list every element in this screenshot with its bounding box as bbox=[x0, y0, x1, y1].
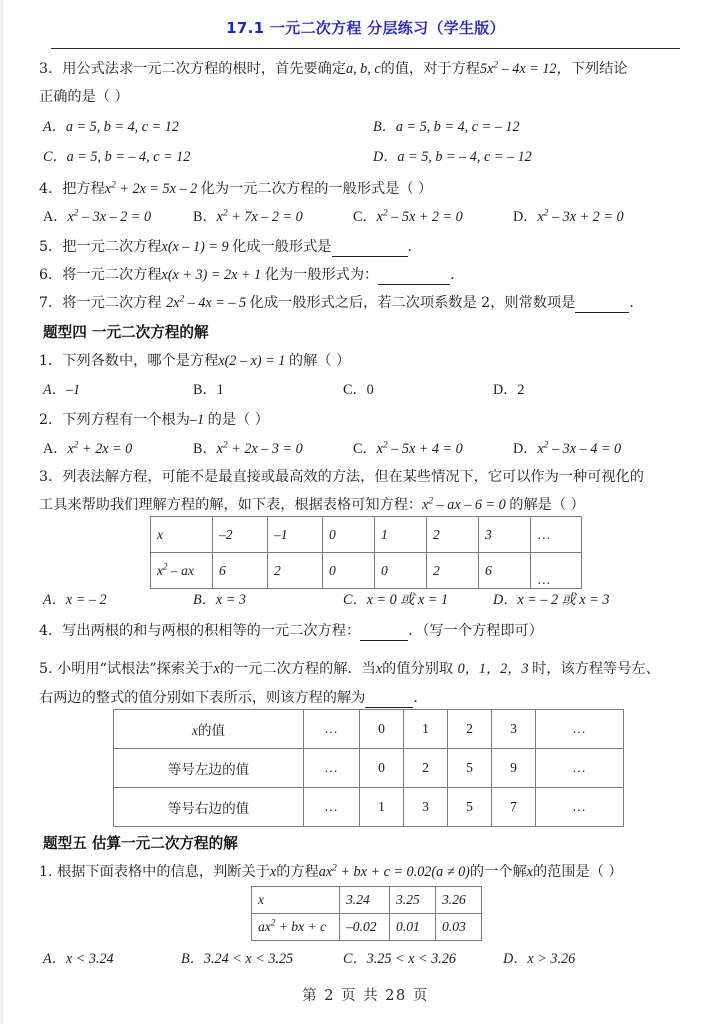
s4q5-text-b: 的一元二次方程的解．当 bbox=[219, 661, 376, 677]
t2-r2-c2: 0 bbox=[360, 749, 404, 788]
s4q3-option-a[interactable]: A．x = – 2 bbox=[43, 592, 107, 608]
s4q2-option-d[interactable] bbox=[513, 440, 621, 458]
question-7-stem bbox=[39, 294, 644, 313]
table-row bbox=[114, 749, 624, 788]
q7-answer-blank[interactable] bbox=[575, 294, 629, 313]
t3-r1-c3: 3.26 bbox=[436, 887, 482, 914]
s4q2-option-c-label: C． bbox=[353, 441, 377, 457]
q5-math: x(x – 1) = 9 bbox=[161, 239, 233, 255]
s4q2-option-c-sup: 2 bbox=[382, 440, 388, 451]
q4-option-d[interactable] bbox=[513, 208, 624, 226]
t1-r2-c4: 0 bbox=[375, 553, 427, 589]
s4-question-5-line1 bbox=[39, 660, 660, 678]
s4q3-text-b: 的解是（ ） bbox=[509, 497, 585, 513]
t1-r2-c1: 6 bbox=[213, 553, 268, 589]
s5q1-math: + bx + c = 0.02(a ≠ 0) bbox=[336, 864, 470, 880]
s4q2-text-a: 2．下列方程有一个根为 bbox=[39, 412, 190, 428]
t1-r1-c3: 0 bbox=[323, 517, 375, 553]
s4q2-option-a-x: x bbox=[67, 441, 74, 457]
t1-r2-c6: 6 bbox=[479, 553, 531, 589]
q4-option-c-label: C． bbox=[353, 209, 377, 225]
t3-r2-c1: –0.02 bbox=[340, 914, 390, 941]
t2-r1-c1: … bbox=[304, 710, 360, 749]
q7-text-b: 化成一般形式之后，若二次项系数是 2，则常数项是 bbox=[249, 295, 576, 311]
s4-question-3-line1: 3．列表法解方程，可能不是最直接或最高效的方法，但在某些情况下，它可以作为一种可视化的 bbox=[39, 469, 644, 485]
q4-option-c-rest: – 5x + 2 = 0 bbox=[387, 209, 463, 225]
s4q2-option-d-label: D． bbox=[513, 441, 538, 457]
q6-text-a: 6．将一元二次方程 bbox=[39, 267, 162, 283]
s5q1-text-d: 的范围是（ ） bbox=[532, 864, 623, 880]
t1-r1-c1: –2 bbox=[213, 517, 268, 553]
q4-option-d-label: D． bbox=[513, 209, 538, 225]
s5q1-x2: x bbox=[526, 864, 533, 880]
s5q1-text-c: 的一个解 bbox=[469, 864, 527, 880]
q3-option-c[interactable]: C．a = 5, b = – 4, c = 12 bbox=[43, 149, 191, 165]
q6-math: x(x + 3) = 2x + 1 bbox=[161, 267, 265, 283]
s4q5-text-c: 的值分别取 bbox=[382, 661, 458, 677]
s4q5-text-a: 5. 小明用“试根法”探索关于 bbox=[39, 661, 214, 677]
q4-option-c-sup: 2 bbox=[382, 208, 388, 219]
question-6-stem bbox=[39, 266, 464, 285]
t1-r2-c2: 2 bbox=[268, 553, 323, 589]
q7-period: ． bbox=[629, 295, 644, 311]
table-row bbox=[151, 553, 582, 589]
q3-text-d: 5x bbox=[479, 61, 494, 77]
t2-r1-c4: 2 bbox=[448, 710, 492, 749]
s4q5-text-e: 右两边的整式的值分别如下表所示，则该方程的解为 bbox=[39, 690, 366, 706]
table-row bbox=[151, 517, 582, 553]
q4-option-c-x: x bbox=[376, 209, 383, 225]
q7-sup: 2 bbox=[179, 294, 185, 305]
t2-r3-c2: 1 bbox=[360, 788, 404, 827]
q3-option-d[interactable]: D．a = 5, b = – 4, c = – 12 bbox=[373, 149, 532, 165]
q4-option-d-x: x bbox=[537, 209, 544, 225]
s4q3-option-d[interactable]: D．x = – 2 或 x = 3 bbox=[493, 592, 610, 608]
question-4-stem bbox=[39, 180, 432, 198]
t1-r2-header-x: x bbox=[157, 562, 164, 578]
q4-option-a-sup: 2 bbox=[73, 208, 79, 219]
q7-x: 2x bbox=[166, 295, 180, 311]
t3-r2-c2: 0.01 bbox=[390, 914, 436, 941]
section-heading-5: 题型五 估算一元二次方程的解 bbox=[43, 835, 238, 852]
t1-r1-c2: –1 bbox=[268, 517, 323, 553]
q3-text-f: – 4x = 12， bbox=[498, 61, 571, 77]
s5q1-option-b[interactable]: B．3.24 < x < 3.25 bbox=[181, 951, 294, 967]
t2-r1-label bbox=[114, 710, 304, 749]
s4q2-math: –1 bbox=[189, 412, 208, 428]
t1-r1-c4: 1 bbox=[375, 517, 427, 553]
t1-r2-header-sup: 2 bbox=[163, 560, 168, 571]
t2-r3-c3: 3 bbox=[404, 788, 448, 827]
s5-question-1-stem bbox=[39, 863, 623, 881]
s4q2-option-a-sup: 2 bbox=[73, 440, 79, 451]
s4q1-option-a-text: A．–1 bbox=[43, 382, 81, 398]
s4q5-answer-blank[interactable] bbox=[365, 689, 413, 708]
t3-r1-c2: 3.25 bbox=[390, 887, 436, 914]
q4-text-b: + 2x = 5x – 2 bbox=[115, 181, 201, 197]
t3-r2-header-sup: 2 bbox=[270, 917, 276, 928]
q6-answer-blank[interactable] bbox=[378, 266, 450, 285]
question-5-stem bbox=[39, 238, 422, 257]
t1-r2-c5: 2 bbox=[427, 553, 479, 589]
s4q1-text-b: 的解（ ） bbox=[288, 353, 351, 369]
t2-r1-c6: … bbox=[536, 710, 624, 749]
s5q1-option-c[interactable]: C．3.25 < x < 3.26 bbox=[343, 951, 456, 967]
q3-option-b[interactable]: B．a = 5, b = 4, c = – 12 bbox=[373, 119, 520, 135]
q3-text-g: 下列结论 bbox=[570, 61, 628, 77]
s4q2-option-c[interactable] bbox=[353, 440, 463, 458]
header-divider bbox=[51, 48, 680, 49]
q4-option-b-sup: 2 bbox=[222, 208, 228, 219]
t3-r2-header bbox=[252, 914, 340, 941]
t3-r2-header-ax: ax bbox=[258, 919, 271, 934]
s4-question-2-stem bbox=[39, 411, 269, 429]
q4-option-a-label: A． bbox=[43, 209, 68, 225]
t1-r2-c3: 0 bbox=[323, 553, 375, 589]
s4q2-option-a-rest: + 2x = 0 bbox=[78, 441, 133, 457]
t2-r1-c3: 1 bbox=[404, 710, 448, 749]
s4q2-option-b-sup: 2 bbox=[222, 440, 228, 451]
s4q2-option-b-x: x bbox=[216, 441, 223, 457]
s5q1-text-b: 的方程 bbox=[276, 864, 319, 880]
t1-r2-c7: … bbox=[531, 553, 582, 589]
s4q2-option-d-rest: – 3x – 4 = 0 bbox=[548, 441, 622, 457]
t1-r2-header-rest: – ax bbox=[167, 562, 194, 578]
s4-question-1-stem bbox=[39, 352, 350, 370]
s4q5-period: ． bbox=[413, 690, 428, 706]
t2-r3-c6: … bbox=[536, 788, 624, 827]
page-footer: 第 2 页 共 28 页 bbox=[302, 988, 429, 1004]
table-row bbox=[252, 887, 482, 914]
t2-r2-c6: … bbox=[536, 749, 624, 788]
s4q3-option-b[interactable]: B．x = 3 bbox=[193, 592, 246, 608]
s4q1-option-b-text: B．1 bbox=[193, 382, 224, 398]
q4-option-b-label: B． bbox=[193, 209, 217, 225]
s4q1-option-d[interactable] bbox=[493, 381, 525, 399]
q4-option-a-x: x bbox=[67, 209, 74, 225]
t2-r3-label: 等号右边的值 bbox=[114, 788, 304, 827]
q4-option-d-sup: 2 bbox=[543, 208, 549, 219]
t2-r2-c3: 2 bbox=[404, 749, 448, 788]
t2-r2-c5: 9 bbox=[492, 749, 536, 788]
table-row bbox=[114, 710, 624, 749]
question-3-stem-line2: 正确的是（ ） bbox=[39, 89, 129, 105]
t3-r1-header: x bbox=[252, 887, 340, 914]
s4q2-option-b-rest: + 2x – 3 = 0 bbox=[227, 441, 303, 457]
s4q3-sup: 2 bbox=[428, 496, 434, 507]
s4q1-option-d-text: D．2 bbox=[493, 382, 525, 398]
s4q3-rest: – ax – 6 = 0 bbox=[433, 497, 510, 513]
q4-option-c[interactable] bbox=[353, 208, 463, 226]
s4q2-option-b-label: B． bbox=[193, 441, 217, 457]
s4q2-option-c-x: x bbox=[376, 441, 383, 457]
q3-sup: 2 bbox=[493, 60, 499, 71]
section-heading-4: 题型四 一元二次方程的解 bbox=[43, 324, 209, 341]
s4q3-text-a: 工具来帮助我们理解方程的解，如下表，根据表格可知方程： bbox=[39, 497, 423, 513]
q3-text-a: 3．用公式法求一元二次方程的根时，首先要确定 bbox=[39, 61, 346, 77]
s5q1-option-a[interactable]: A．x < 3.24 bbox=[43, 951, 114, 967]
t2-r2-label: 等号左边的值 bbox=[114, 749, 304, 788]
s4q1-option-c-text: C．0 bbox=[343, 382, 374, 398]
q3-text-c: 的值，对于方程 bbox=[380, 61, 480, 77]
s5q1-option-d[interactable]: D．x > 3.26 bbox=[503, 951, 576, 967]
t1-r1-c7: … bbox=[531, 517, 582, 553]
s4q5-x2: x bbox=[375, 661, 383, 677]
s4q5-math: 0，1，2，3 bbox=[457, 661, 533, 677]
s4-question-5-line2 bbox=[39, 689, 428, 708]
q4-option-a-rest: – 3x – 2 = 0 bbox=[78, 209, 152, 225]
table-estimate bbox=[251, 886, 482, 941]
s4q4-text-a: 4．写出两根的和与两根的积相等的一元二次方程： bbox=[39, 623, 361, 639]
q4-text-c: 化为一元二次方程的一般形式是（ ） bbox=[200, 181, 433, 197]
t2-r1-c5: 3 bbox=[492, 710, 536, 749]
s4q1-option-b[interactable] bbox=[193, 381, 224, 399]
s5q1-sup: 2 bbox=[332, 863, 337, 874]
t2-r3-c1: … bbox=[304, 788, 360, 827]
s4q2-option-d-sup: 2 bbox=[543, 440, 549, 451]
t2-r2-c4: 5 bbox=[448, 749, 492, 788]
q4-option-b[interactable] bbox=[193, 208, 303, 226]
q5-period: ． bbox=[407, 239, 422, 255]
s4q1-option-c[interactable] bbox=[343, 381, 374, 399]
q3-option-a[interactable]: A．a = 5, b = 4, c = 12 bbox=[43, 119, 179, 135]
s4-question-4-stem bbox=[39, 622, 543, 641]
s4q3-option-c[interactable]: C．x = 0 或 x = 1 bbox=[343, 592, 449, 608]
t1-r1-c5: 2 bbox=[427, 517, 479, 553]
s4q1-option-a[interactable] bbox=[43, 381, 80, 399]
s4q5-x1: x bbox=[213, 661, 220, 677]
q4-option-d-rest: – 3x + 2 = 0 bbox=[548, 209, 624, 225]
table-x-values bbox=[150, 516, 582, 589]
t1-r1-header: x bbox=[151, 517, 213, 553]
q7-text-a: 7．将一元二次方程 bbox=[39, 295, 167, 311]
table-row bbox=[114, 788, 624, 827]
t1-r1-c6: 3 bbox=[479, 517, 531, 553]
t3-r2-c3: 0.03 bbox=[436, 914, 482, 941]
s4q2-option-a[interactable] bbox=[43, 440, 132, 458]
q5-text-a: 5．把一元二次方程 bbox=[39, 239, 162, 255]
q4-option-b-rest: + 7x – 2 = 0 bbox=[227, 209, 303, 225]
q6-text-b: 化为一般形式为： bbox=[264, 267, 379, 283]
q4-text-a: 4．把方程 bbox=[39, 181, 105, 197]
q5-text-b: 化成一般形式是 bbox=[232, 239, 332, 255]
s5q1-ax: ax bbox=[318, 864, 333, 880]
q4-option-a[interactable] bbox=[43, 208, 151, 226]
s4q4-answer-blank[interactable] bbox=[360, 622, 408, 641]
table-trial-root bbox=[113, 709, 624, 827]
t2-r3-c5: 7 bbox=[492, 788, 536, 827]
t2-r1-c2: 0 bbox=[360, 710, 404, 749]
q4-option-b-x: x bbox=[216, 209, 223, 225]
s4q2-option-a-label: A． bbox=[43, 441, 68, 457]
t2-r1-label-x: x bbox=[191, 723, 198, 738]
s4q5-text-d: 时，该方程等号左、 bbox=[532, 661, 660, 677]
s4q1-math: x(2 – x) = 1 bbox=[218, 353, 289, 369]
q3-text-b: a, b, c bbox=[345, 61, 381, 77]
t3-r2-header-rest: + bx + c bbox=[275, 919, 327, 934]
s4q2-option-c-rest: – 5x + 4 = 0 bbox=[387, 441, 463, 457]
page-title: 17.1 一元二次方程 分层练习（学生版） bbox=[226, 19, 505, 37]
s4-question-3-line2 bbox=[39, 496, 585, 514]
table-row bbox=[252, 914, 482, 941]
q5-answer-blank[interactable] bbox=[332, 238, 408, 257]
question-3-stem-line1 bbox=[39, 60, 627, 78]
q4-sup: 2 bbox=[111, 180, 116, 191]
q6-period: ． bbox=[450, 267, 465, 283]
t2-r1-label-rest: 的值 bbox=[197, 723, 226, 739]
s4q2-text-b: 的是（ ） bbox=[207, 412, 269, 428]
s4q2-option-d-x: x bbox=[537, 441, 544, 457]
s4q4-text-b: ．（写一个方程即可） bbox=[408, 623, 543, 639]
t2-r3-c4: 5 bbox=[448, 788, 492, 827]
s5q1-x1: x bbox=[269, 864, 277, 880]
q7-math: – 4x = – 5 bbox=[184, 295, 250, 311]
q4-x: x bbox=[104, 181, 112, 197]
t2-r2-c1: … bbox=[304, 749, 360, 788]
t3-r1-c1: 3.24 bbox=[340, 887, 390, 914]
s4q2-option-b[interactable] bbox=[193, 440, 303, 458]
s4q1-text-a: 1．下列各数中，哪个是方程 bbox=[39, 353, 219, 369]
s4q3-x: x bbox=[422, 497, 429, 513]
s5q1-text-a: 1. 根据下面表格中的信息，判断关于 bbox=[39, 864, 270, 880]
t1-r2-header bbox=[151, 553, 213, 589]
